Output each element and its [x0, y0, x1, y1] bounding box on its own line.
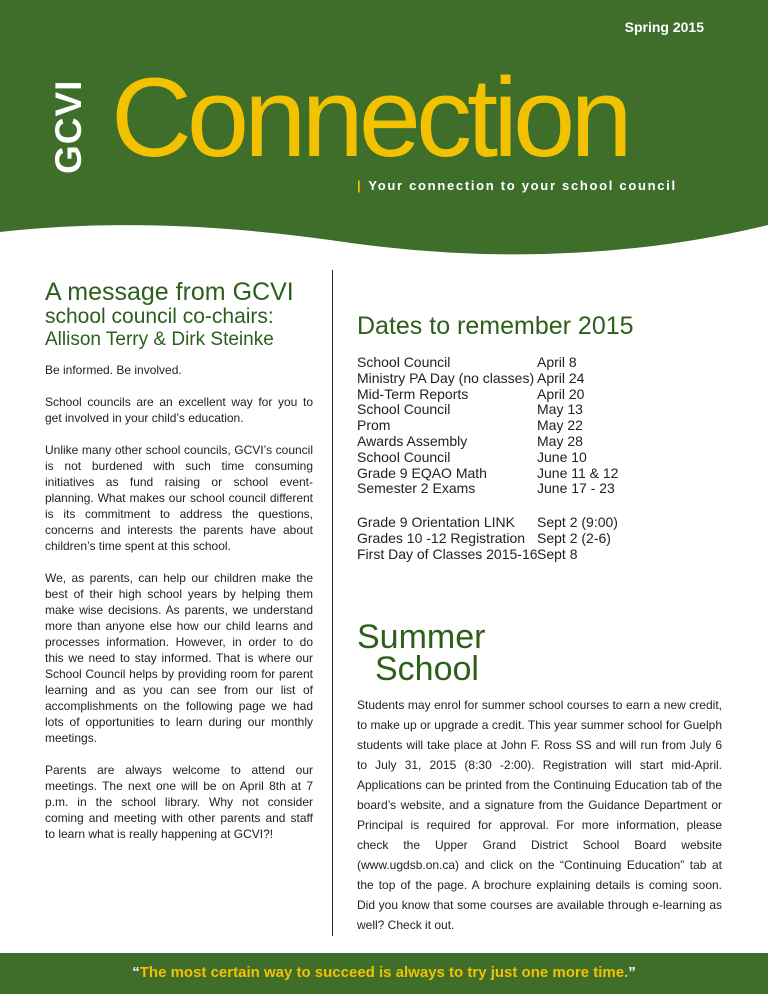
co-chair-names: Allison Terry & Dirk Steinke: [45, 329, 274, 350]
message-paragraph: Be informed. Be involved.: [45, 363, 182, 377]
date-event: Mid-Term Reports: [357, 385, 469, 402]
message-heading: A message from GCVI: [45, 278, 294, 306]
summer-body: Students may enrol for summer school courses to earn a new credit, to make up or upgrade a credit. This year summer school for Guelph students will take place at John F. Ross SS and will run from July 6 to July 31, 2015 (8:30 -2:00). Registration will start mid-April. Applications can be printed from the Continuing Education tab of the board’s website, and a signature from the Guidance Department or Principal is required for approval. For more information, please check the Upper Grand District School Board website (www.ugdsb.on.ca) and click on the “Continuing Education” tab at the top of the page. A brochure explaining details is coming soon. Did you know that some courses are available through e-learning as well? Check it out.: [357, 698, 722, 932]
tagline: [357, 178, 677, 193]
date-value: May 13: [537, 401, 583, 418]
date-event: Grade 9 Orientation LINK: [357, 514, 515, 531]
date-event: Semester 2 Exams: [357, 480, 476, 497]
date-event: Grade 9 EQAO Math: [357, 464, 487, 481]
date-event: School Council: [357, 448, 451, 465]
summer-heading-line2: School: [375, 650, 479, 688]
date-event: First Day of Classes 2015-16: [357, 545, 538, 562]
date-value: April 8: [537, 354, 577, 370]
date-value: June 17 - 23: [537, 480, 615, 497]
date-value: Sept 2 (9:00): [537, 514, 618, 531]
message-paragraph: Unlike many other school councils, GCVI’s council is not burdened with such time consuming initiatives as fund raising or school event-planning. What makes our school council different is its commitment to address the questions, concerns and interests the parents have about children’s time spent at this school.: [45, 443, 313, 553]
message-paragraph: We, as parents, can help our children make the best of their high school years by helping them make wise decisions. As parents, we understand more than anyone else how our child learns and processes information. However, in order to do this we need to stay informed. That is where our School Council helps by providing room for parent learning and as you can see from our list of accomplishments on the following page we had lots of opportunities to learn during our monthly meetings.: [45, 571, 313, 745]
date-value: April 24: [537, 369, 585, 386]
tagline-separator: |: [357, 178, 363, 193]
footer-quote: [0, 964, 768, 981]
date-value: May 28: [537, 432, 583, 449]
date-value: May 22: [537, 417, 583, 434]
date-event: Grades 10 -12 Registration: [357, 529, 526, 546]
date-value: June 10: [537, 448, 587, 465]
summer-heading-line1: Summer: [357, 618, 486, 656]
side-label: GCVI: [48, 79, 89, 174]
date-event: School Council: [357, 401, 451, 418]
open-quote-mark: “: [132, 964, 140, 981]
message-paragraph: Parents are always welcome to attend our meetings. The next one will be on April 8th at 7 p.m. in the school library. Why not consider coming and meeting with other parents and staff to learn what is really happening at GCVI?!: [45, 763, 313, 841]
date-event: Awards Assembly: [357, 432, 468, 449]
date-value: June 11 & 12: [537, 464, 619, 481]
message-body: [45, 362, 313, 858]
quote-text: The most certain way to succeed is always to try just one more time.: [139, 964, 629, 981]
date-value: Sept 2 (2-6): [537, 529, 611, 546]
date-event: Prom: [357, 417, 391, 434]
date-value: April 20: [537, 385, 585, 402]
tagline-text: Your connection to your school council: [368, 178, 677, 193]
close-quote-mark: ”: [628, 964, 636, 981]
masthead-banner: [0, 0, 768, 265]
date-event: School Council: [357, 354, 451, 370]
date-value: Sept 8: [537, 545, 578, 562]
newsletter-title: Connection: [111, 55, 628, 180]
column-divider: [332, 270, 333, 936]
message-subheading: school council co-chairs:: [45, 305, 274, 328]
dates-heading: Dates to remember 2015: [357, 312, 634, 340]
date-event: Ministry PA Day (no classes): [357, 369, 535, 386]
message-paragraph: School councils are an excellent way for you to get involved in your child’s education.: [45, 395, 313, 425]
issue-season: Spring 2015: [624, 19, 704, 35]
